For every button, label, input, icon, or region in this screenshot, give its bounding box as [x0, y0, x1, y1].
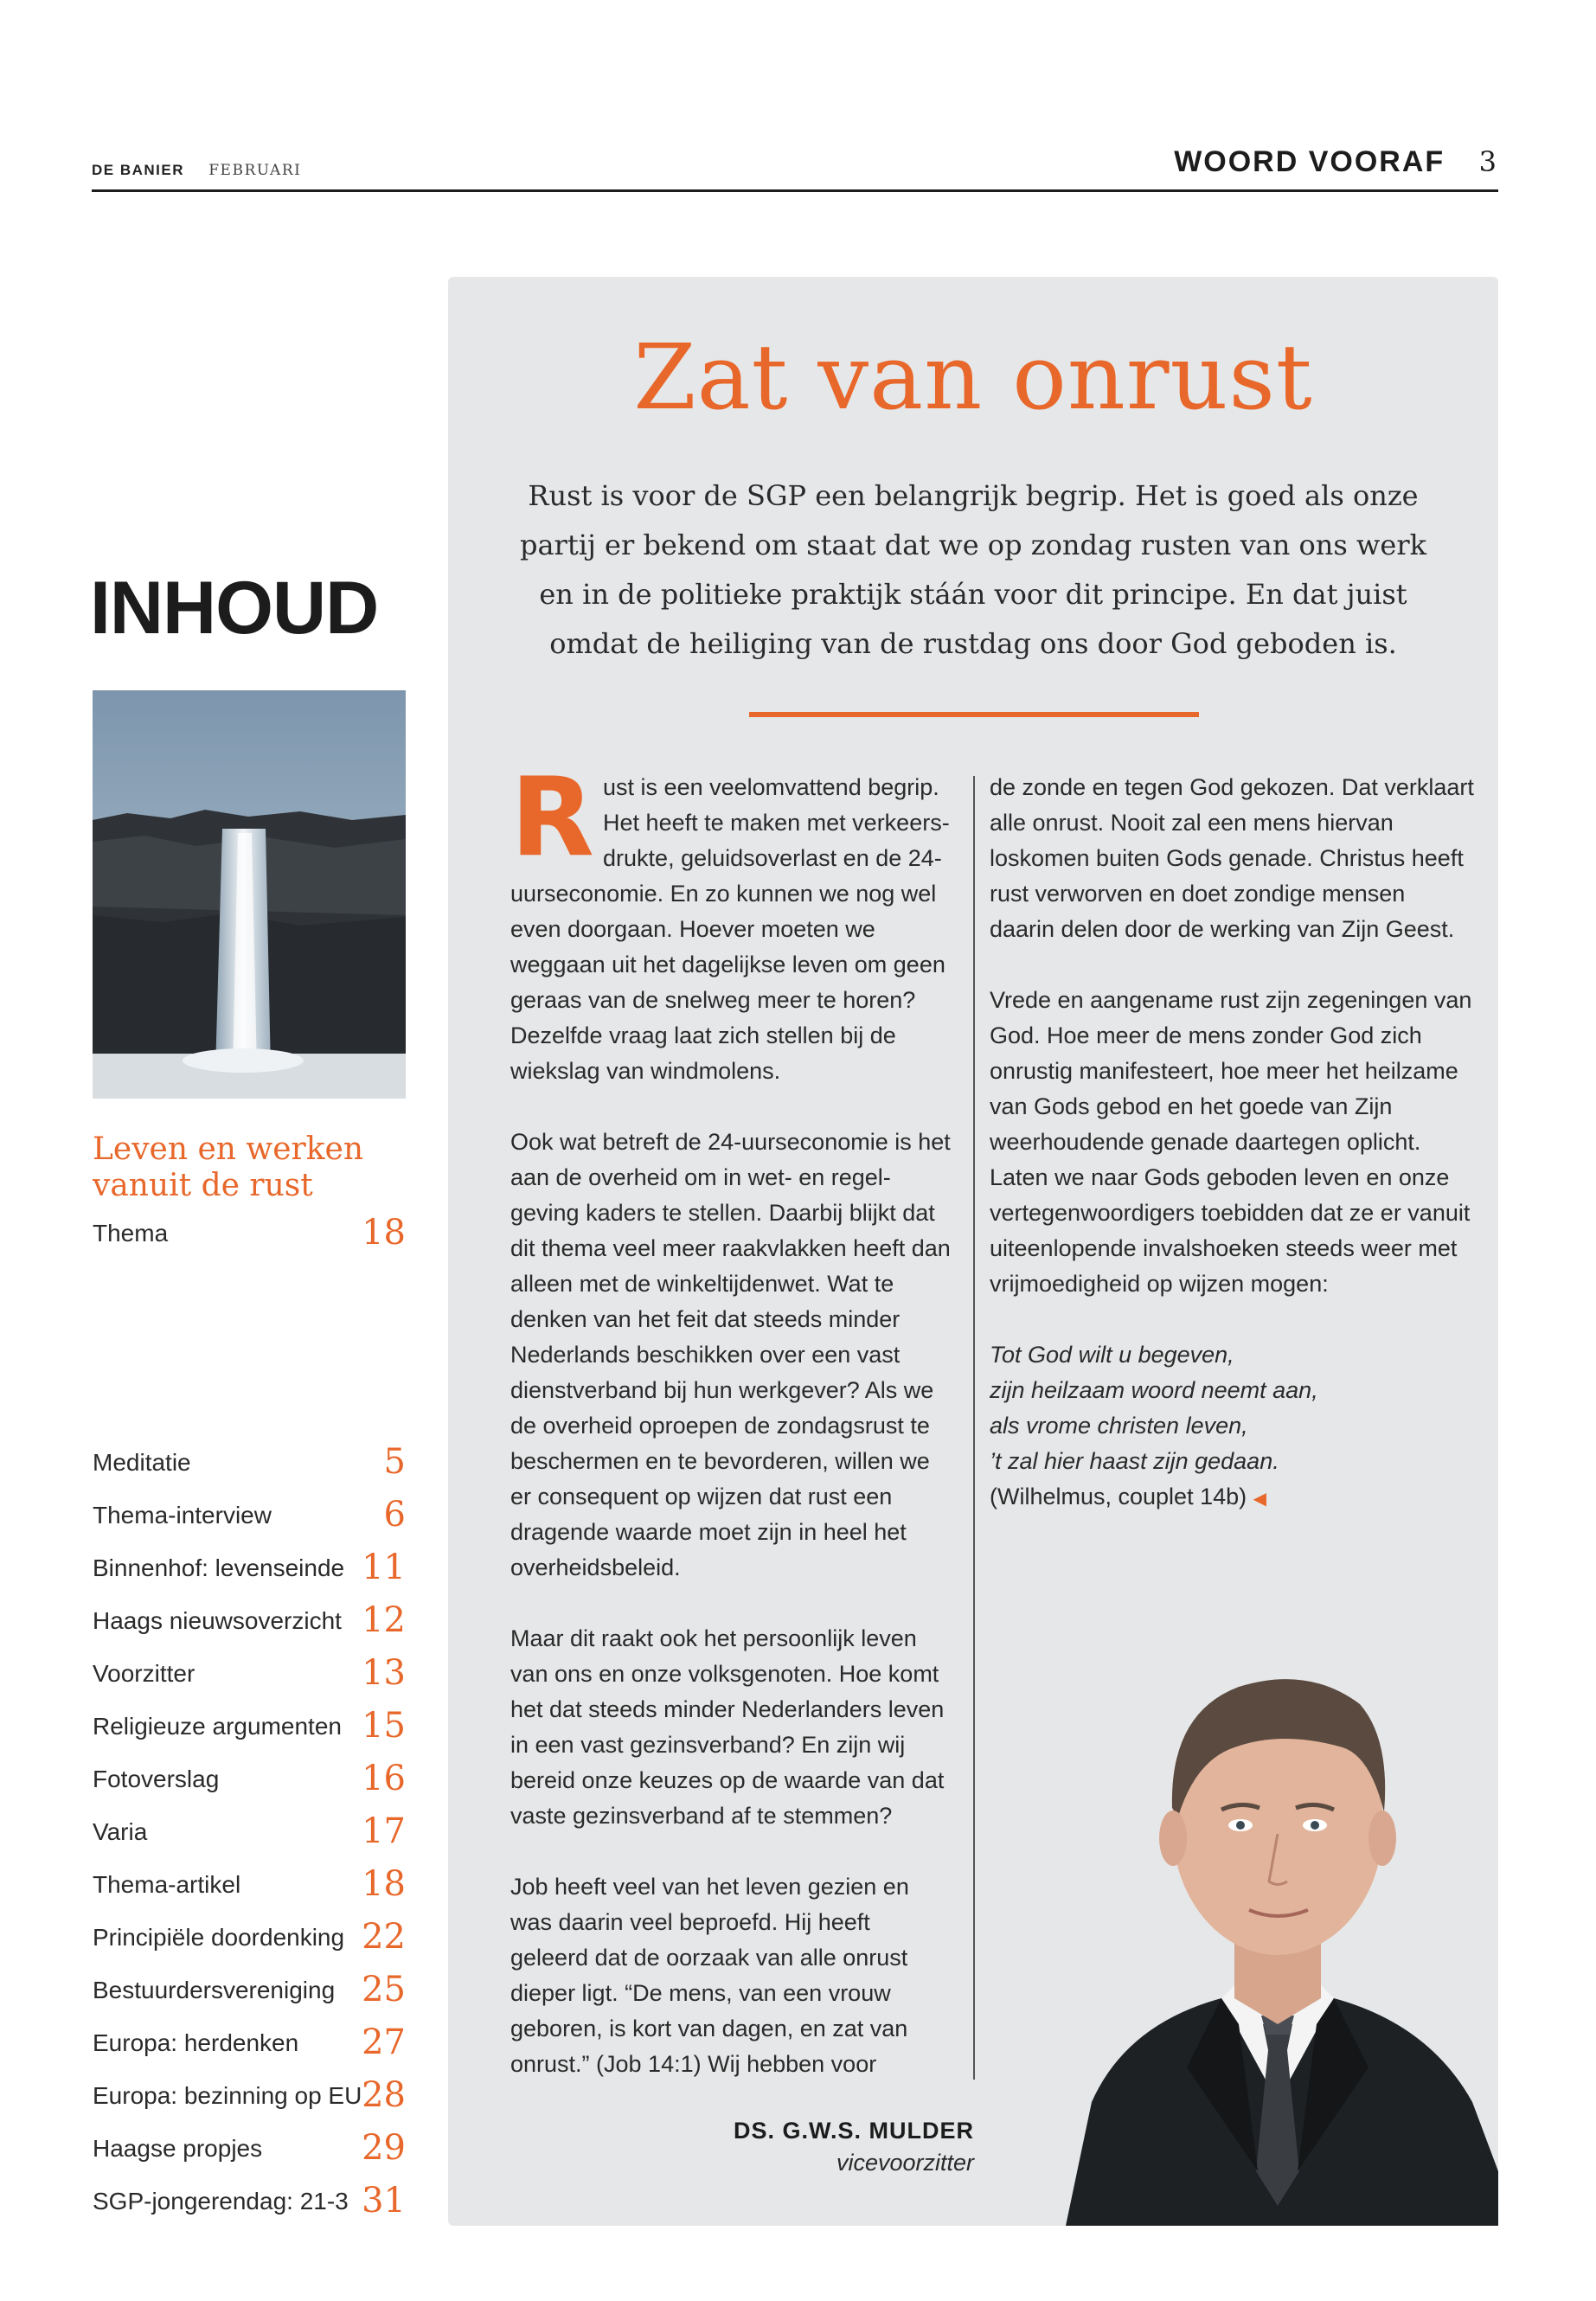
toc-item[interactable]: [93, 2073, 406, 2115]
section-title: WOORD VOORAF: [1174, 145, 1445, 178]
toc-item[interactable]: [93, 1599, 406, 1640]
toc-page: 16: [362, 1759, 406, 1798]
toc-item[interactable]: [93, 1757, 406, 1798]
toc-label: Thema-interview: [93, 1502, 272, 1529]
toc-page: 27: [362, 2022, 406, 2062]
toc-page: 31: [362, 2181, 406, 2221]
toc-label: Europa: bezinning op EU: [93, 2082, 362, 2109]
toc-label: Religieuze argumenten: [93, 1713, 342, 1740]
toc-item[interactable]: [93, 1810, 406, 1851]
paragraph: Ook wat betreft de 24-uurseconomie is het aan de overheid om in wet- en regelgeving kaders te stellen. Daarbij blijkt dat dit thema veel meer raakvlakken heeft dan alleen met de winkeltijdenwet. Wat te denken van het feit dat steeds minder Nederlands beschikken over een vast dienstverband bij hun werkgever? Als we de overheid oproepen de zondagsrust te beschermen en te bevorderen, willen we er consequent op wijzen dat rust een dragende waarde moet zijn in heel het overheidsbeleid.: [510, 1129, 951, 1580]
poem-quote: [990, 1337, 1474, 1517]
poem-line: Tot God wilt u begeven,: [990, 1342, 1234, 1368]
toc-page: 29: [362, 2128, 406, 2168]
poem-line: ’t zal hier haast zijn gedaan.: [990, 1448, 1279, 1474]
toc-page: 25: [362, 1970, 406, 2009]
publication-name: DE BANIER: [92, 162, 185, 178]
toc-label: Haagse propjes: [93, 2135, 263, 2162]
article-lead: Rust is voor de SGP een belangrijk begrip. Het is goed als onze partij er bekend om staat dat we op zondag rusten van ons werk en in de politieke praktijk stáán voor dit principe. En dat juist omdat de heiliging van de rustdag ons door God geboden is.: [519, 479, 1426, 660]
article-column-2: [990, 770, 1474, 1517]
author-role: vicevoorzitter: [836, 2150, 974, 2176]
toc-label: Principiële doordenking: [93, 1924, 345, 1951]
toc-item[interactable]: [93, 1493, 406, 1535]
contents-heading: INHOUD: [90, 567, 379, 650]
author-portrait-image: [1057, 1618, 1498, 2226]
toc-label: Binnenhof: levenseinde: [93, 1554, 345, 1581]
paragraph: [510, 753, 952, 1089]
column-divider: [973, 776, 975, 2080]
toc-label: Bestuurdersvereniging: [93, 1977, 336, 2003]
featured-theme-row[interactable]: [93, 1211, 406, 1253]
paragraph: Job heeft veel van het leven gezien en was daarin veel beproefd. Hij heeft geleerd dat de oorzaak van alle onrust dieper ligt. “De mens, van een vrouw geboren, is kort van dagen, en zat van onrust.” (Job 14:1) Wij hebben voor: [510, 1874, 909, 2077]
author-byline: [510, 2118, 974, 2176]
toc-page: 17: [362, 1811, 406, 1851]
paragraph: Maar dit raakt ook het persoonlijk leven van ons en onze volksgenoten. Hoe komt het dat steeds minder Nederlanders leven in een vast gezinsverband? En zijn wij bereid onze keuzes op de waarde van dat vaste gezinsverband af te stemmen?: [510, 1625, 945, 1829]
toc-label: SGP-jongerendag: 21-3: [93, 2188, 349, 2214]
toc-item[interactable]: [93, 1546, 406, 1587]
article-column-1: [510, 753, 952, 2118]
header-rule: [92, 189, 1498, 192]
toc-label: Thema-artikel: [93, 1871, 241, 1898]
paragraph-text: ust is een veelomvattend begrip. Het heeft te maken met verkeersdrukte, geluidsoverlast en de 24-uurseconomie. En zo kunnen we nog wel even doorgaan. Hoever moeten we weggaan uit het dagelijkse leven om geen geraas van de snelweg meer te horen? Dezelfde vraag laat zich stellen bij de wiekslag van windmolens.: [510, 774, 950, 1084]
lead-divider: [749, 712, 1199, 717]
toc-item[interactable]: [93, 1915, 406, 1957]
toc-page: 13: [362, 1653, 406, 1693]
toc-page: 28: [362, 2075, 406, 2115]
toc-page: 22: [362, 1917, 406, 1957]
toc-label: Voorzitter: [93, 1660, 195, 1687]
drop-cap: R: [510, 753, 595, 881]
citation-text: (Wilhelmus, couplet 14b): [990, 1484, 1247, 1509]
waterfall-image: [93, 690, 406, 1099]
section-header: [1174, 145, 1498, 179]
toc-page: 5: [383, 1442, 406, 1482]
author-portrait-photo: [1057, 1618, 1498, 2226]
issue-month: FEBRUARI: [208, 162, 302, 179]
poem-citation: [990, 1479, 1474, 1517]
toc-page: 18: [362, 1864, 406, 1904]
page-number: 3: [1478, 145, 1498, 178]
toc-page: 12: [362, 1600, 406, 1640]
toc-label: Meditatie: [93, 1449, 191, 1476]
toc-item[interactable]: [93, 1704, 406, 1746]
waterfall-photo: [93, 690, 406, 1099]
poem-line: als vrome christen leven,: [990, 1413, 1248, 1439]
toc-page: 11: [362, 1548, 406, 1587]
running-header: [92, 162, 301, 179]
article-title: Zat van onrust: [633, 324, 1313, 430]
toc-item[interactable]: [93, 2179, 406, 2221]
toc-label: Varia: [93, 1818, 148, 1845]
toc-label: Europa: herdenken: [93, 2029, 299, 2056]
toc-label: Fotoverslag: [93, 1766, 220, 1792]
author-name: DS. G.W.S. MULDER: [733, 2118, 974, 2144]
end-mark-icon: ◀: [1253, 1490, 1267, 1509]
toc-item[interactable]: [93, 1651, 406, 1693]
featured-theme-title: Leven en werken vanuit de rust: [93, 1131, 364, 1203]
toc-item[interactable]: [93, 2021, 406, 2062]
toc-page: 6: [383, 1495, 406, 1535]
toc-item[interactable]: [93, 1440, 406, 1482]
paragraph: Vrede en aangename rust zijn zegeningen van God. Hoe meer de mens zonder God zich onrustig manifesteert, hoe meer het heilzame van Gods gebod en het goede van Zijn weerhoudende genade daartegen oplicht. Laten we naar Gods geboden leven en onze vertegenwoordigers toebidden dat ze er vanuit uiteenlopende invalshoeken steeds weer met vrijmoedigheid op wijzen mogen:: [990, 987, 1472, 1297]
toc-label: Haags nieuwsoverzicht: [93, 1607, 342, 1634]
toc-page: 15: [362, 1706, 406, 1746]
poem-line: zijn heilzaam woord neemt aan,: [990, 1377, 1318, 1403]
toc-page: 18: [362, 1213, 406, 1253]
toc-label: Thema: [93, 1220, 169, 1247]
toc-item[interactable]: [93, 2126, 406, 2168]
toc-item[interactable]: [93, 1862, 406, 1904]
paragraph: de zonde en tegen God gekozen. Dat verklaart alle onrust. Nooit zal een mens hiervan loskomen buiten Gods genade. Christus heeft rust verworven en doet zondige mensen daarin delen door de werking van Zijn Geest.: [990, 774, 1474, 942]
toc-item[interactable]: [93, 1968, 406, 2009]
